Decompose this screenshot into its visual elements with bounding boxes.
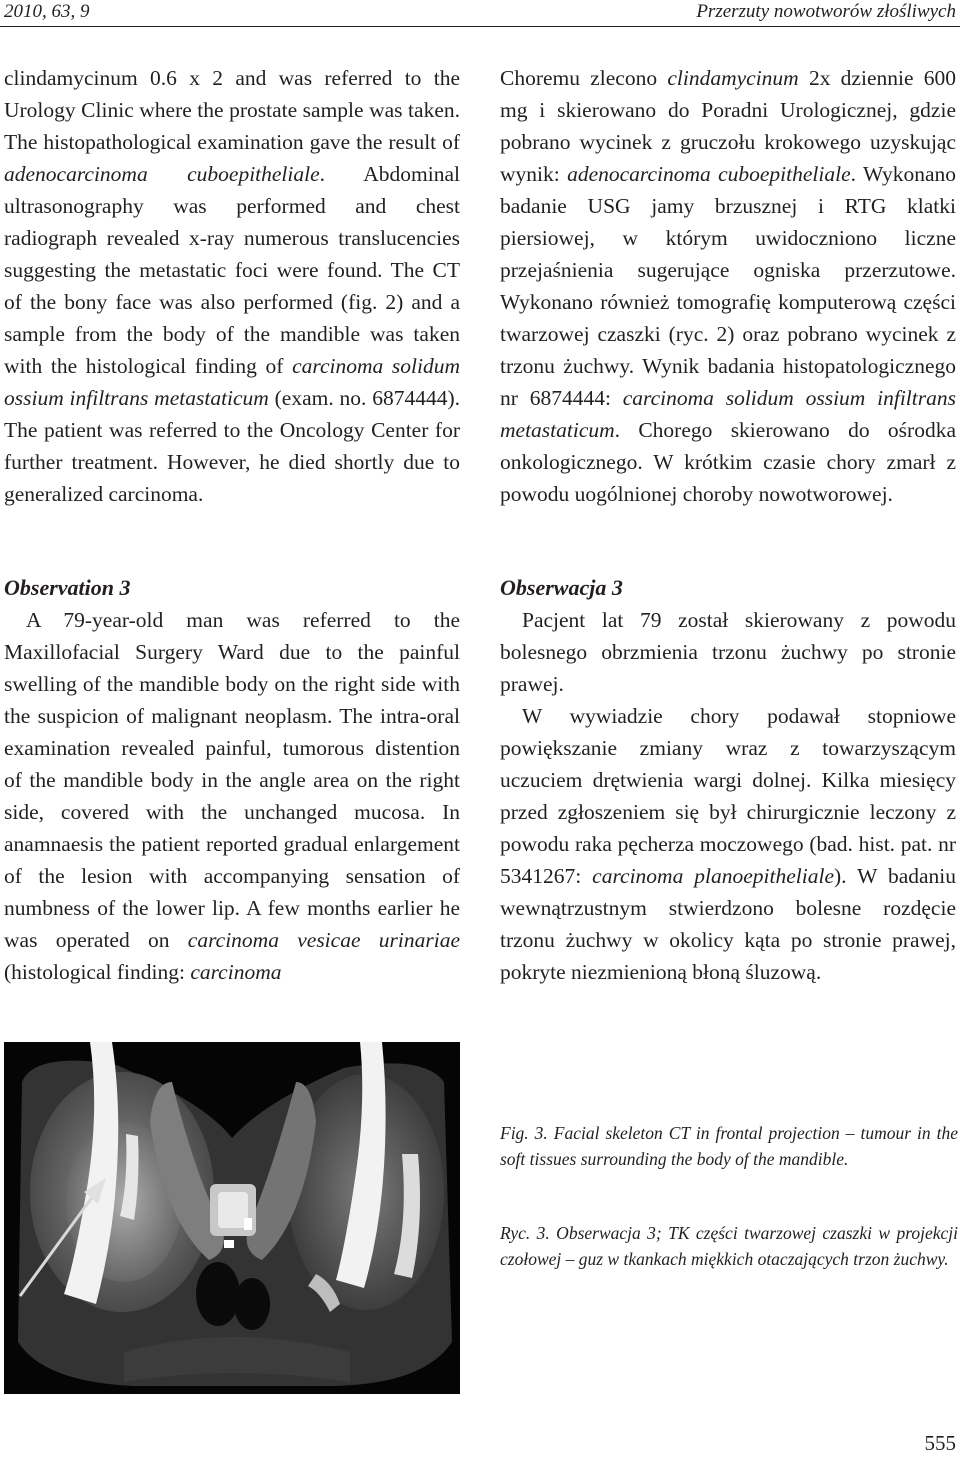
ct-scan-image bbox=[4, 1042, 460, 1394]
italic-term: carcinoma planoepitheliale bbox=[592, 864, 834, 888]
ct-scan-figure bbox=[4, 1042, 460, 1394]
running-title: Przerzuty nowotworów złośliwych bbox=[696, 1, 956, 22]
page-number: 555 bbox=[924, 1431, 956, 1455]
figure-caption-en: Fig. 3. Facial skeleton CT in frontal projection – tumour in the soft tissues surrounding the body of the mandible. bbox=[500, 1123, 958, 1169]
right-column-paragraph-1: Choremu zlecono clindamycinum 2x dziennie 600 mg i skierowano do Poradni Urologicznej, gdzie pobrano wycinek z gruczołu krokowego uzyskując wynik: adenocarcinoma cuboepitheliale. Wykonano badanie USG jamy brzusznej i RTG klatki piersiowej, w którym uwidoczniono liczne przejaśnienia sugerujące ogniska przerzutowe. Wykonano również tomografię komputerową części twarzowej czaszki (ryc. 2) oraz pobrano wycinek z trzonu żuchwy. Wynik badania histopatologicznego nr 6874444: carcinoma solidum ossium infiltrans metastaticum. Chorego skierowano do ośrodka onkologicznego. W krótkim czasie chory zmarł z powodu uogólnionej choroby nowotworowej. bbox=[500, 66, 956, 506]
journal-reference: 2010, 63, 9 bbox=[4, 1, 90, 22]
right-column-paragraph-2: Pacjent lat 79 został skierowany z powodu bolesnego obrzmienia trzonu żuchwy po stronie prawej. W wywiadzie chory podawał stopniowe powiększanie zmiany wraz z towarzyszącym uczuciem drętwienia wargi dolnej. Kilka miesięcy przed zgłoszeniem się był chirurgicznie leczony z powodu raka pęcherza moczowego (bad. hist. pat. nr 5341267: carcinoma planoepitheliale). W badaniu wewnątrzustnym stwierdzono bolesne rozdęcie trzonu żuchwy w okolicy kąta po stronie prawej, pokryte niezmienioną błoną śluzową. bbox=[500, 608, 956, 984]
section-heading-pl: Obserwacja 3 bbox=[500, 575, 623, 600]
italic-term: carcinoma solidum ossium infiltrans metastaticum bbox=[500, 386, 956, 442]
running-header bbox=[4, 0, 956, 26]
left-column-paragraph-2: A 79-year-old man was referred to the Maxillofacial Surgery Ward due to the painful swelling of the mandible body on the right side with the suspicion of malignant neoplasm. The intra-oral examination revealed painful, tumorous distention of the mandible body in the angle area on the right side, covered with the unchanged mucosa. In anamnaesis the patient reported gradual enlargement of the lesion with accompanying sensation of numbness of the lower lip. A few months earlier he was operated on carcinoma vesicae urinariae (histological finding: carcinoma bbox=[4, 608, 460, 984]
section-heading-en: Observation 3 bbox=[4, 575, 131, 600]
italic-term: clindamycinum bbox=[667, 66, 799, 90]
italic-term: adenocarcinoma cuboepitheliale bbox=[4, 162, 320, 186]
left-column-paragraph-1: clindamycinum 0.6 x 2 and was referred to the Urology Clinic where the prostate sample was taken. The histopathological examination gave the result of adenocarcinoma cuboepitheliale. Abdominal ultrasonography was performed and chest radiograph revealed x-ray numerous translucencies suggesting the metastatic foci were found. The CT of the bony face was also performed (fig. 2) and a sample from the body of the mandible was taken with the histological finding of carcinoma solidum ossium infiltrans metastaticum (exam. no. 6874444). The patient was referred to the Oncology Center for further treatment. However, he died shortly due to generalized carcinoma. bbox=[4, 66, 460, 506]
italic-term: carcinoma solidum ossium infiltrans metastaticum bbox=[4, 354, 460, 410]
figure-caption-pl: Ryc. 3. Obserwacja 3; TK części twarzowej czaszki w projekcji czołowej – guz w tkankach miękkich otaczających trzon żuchwy. bbox=[500, 1223, 958, 1269]
italic-term: carcinoma vesicae urinariae bbox=[187, 928, 460, 952]
italic-term: carcinoma bbox=[190, 960, 282, 984]
italic-term: adenocarcinoma cuboepitheliale bbox=[567, 162, 851, 186]
header-rule bbox=[0, 26, 960, 27]
airway bbox=[196, 1262, 240, 1326]
